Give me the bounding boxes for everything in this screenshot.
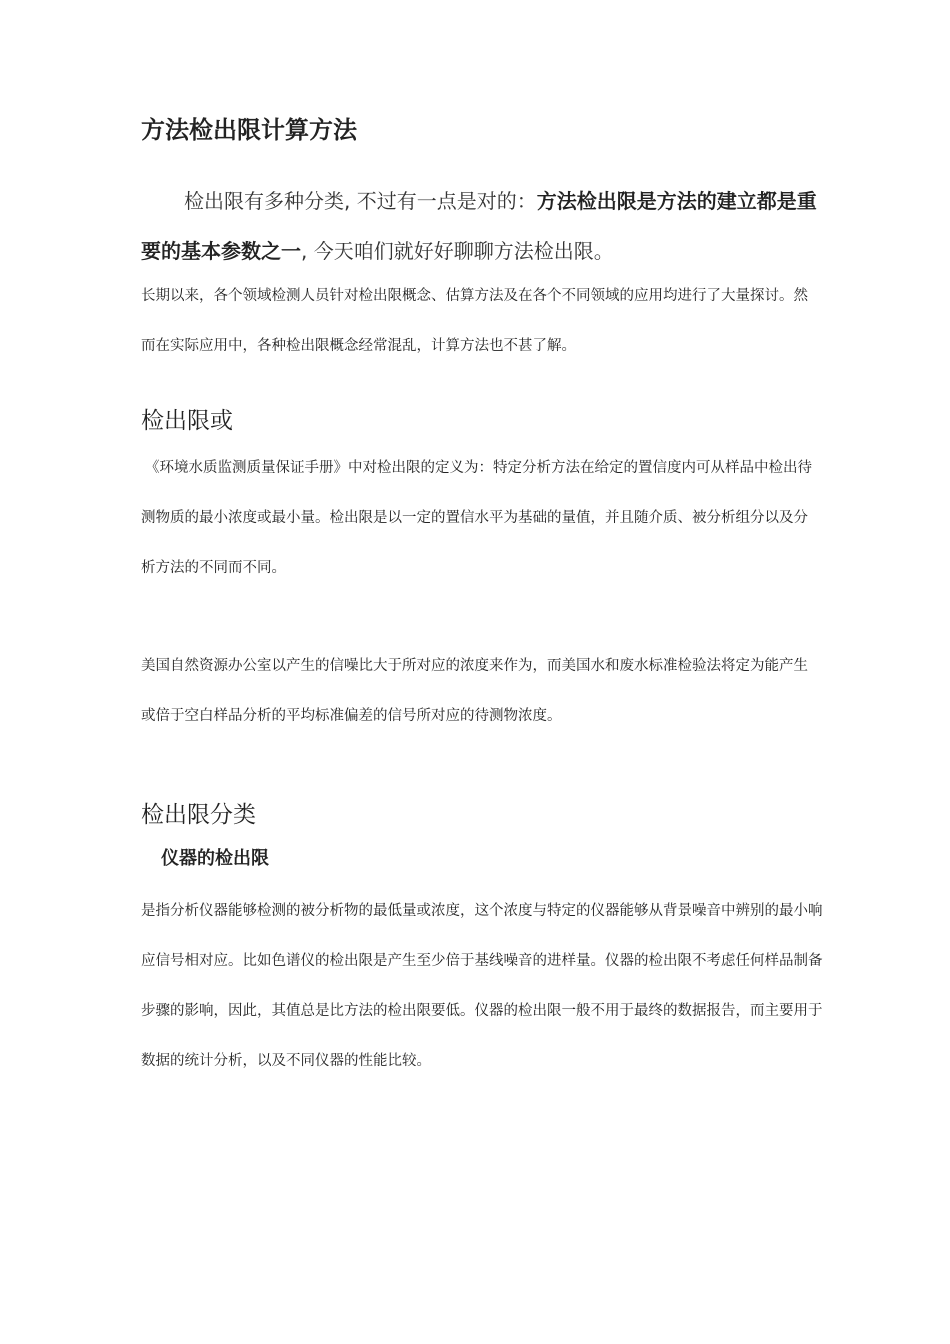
page-title: 方法检出限计算方法 — [141, 116, 357, 144]
paragraph-definition: 《环境水质监测质量保证手册》中对检出限的定义为：特定分析方法在给定的置信度内可从样品中检出待测物质的最小浓度或最小量。检出限是以一定的置信水平为基础的量值，并且随介质、被分析组分以及分析方法的不同而不同。 — [141, 460, 812, 576]
section-heading-detection-limit: 检出限或 — [141, 408, 233, 434]
intro-bold-text: 方法检出限是方法的建立都是重要的基本参数之一 — [141, 189, 817, 263]
subsection-heading-instrument: 仪器的检出限 — [161, 848, 269, 869]
intro-paragraph — [141, 176, 821, 276]
intro-text-start: 检出限有多种分类, 不过有一点是对的： — [184, 189, 537, 213]
section-heading-classification: 检出限分类 — [141, 802, 256, 828]
paragraph-background: 长期以来，各个领域检测人员针对检出限概念、估算方法及在各个不同领域的应用均进行了大量探讨。然而在实际应用中，各种检出限概念经常混乱，计算方法也不甚了解。 — [141, 288, 808, 354]
paragraph-us-standards: 美国自然资源办公室以产生的信噪比大于所对应的浓度来作为，而美国水和废水标准检验法将定为能产生或倍于空白样品分析的平均标准偏差的信号所对应的待测物浓度。 — [141, 658, 808, 724]
paragraph-instrument-limit: 是指分析仪器能够检测的被分析物的最低量或浓度，这个浓度与特定的仪器能够从背景噪音中辨别的最小响应信号相对应。比如色谱仪的检出限是产生至少倍于基线噪音的进样量。仪器的检出限不考虑任何样品制备步骤的影响，因此，其值总是比方法的检出限要低。仪器的检出限一般不用于最终的数据报告，而主要用于数据的统计分析，以及不同仪器的性能比较。 — [141, 903, 823, 1069]
intro-text-end: , 今天咱们就好好聊聊方法检出限。 — [301, 239, 614, 263]
